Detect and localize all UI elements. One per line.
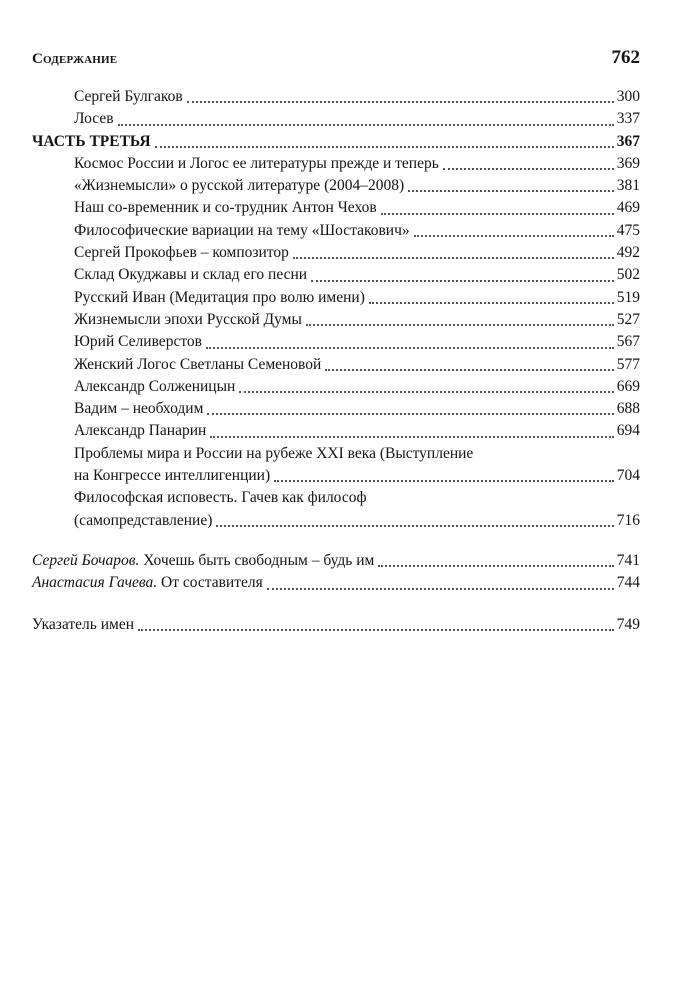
dot-leader	[293, 257, 614, 259]
dot-leader	[187, 101, 614, 103]
dot-leader	[239, 391, 613, 393]
toc-entry-okudzhava[interactable]	[32, 264, 640, 286]
toc-entry-title-line-1: Философская исповесть. Гачев как философ	[74, 489, 367, 507]
toc-entry-page: 744	[616, 574, 640, 592]
toc-entry-title: Наш со-временник и со-трудник Антон Чехов	[74, 199, 377, 217]
toc-entry-title: Сергей Прокофьев – композитор	[74, 244, 289, 262]
dot-leader	[306, 324, 614, 326]
toc-entry-page: 567	[616, 333, 640, 351]
toc-part-page: 367	[616, 132, 640, 150]
spacer	[32, 595, 640, 614]
toc-entry-russkiy-ivan[interactable]	[32, 287, 640, 309]
toc-entry-author: Анастасия Гачева.	[32, 574, 158, 592]
dot-leader	[210, 436, 613, 438]
toc-entry-page: 741	[616, 551, 640, 569]
dot-leader	[216, 525, 613, 527]
toc-entry-page: 749	[616, 615, 640, 633]
toc-entry-page: 502	[616, 266, 640, 284]
dot-leader	[378, 565, 613, 567]
toc-entry-seliverstov[interactable]	[32, 331, 640, 353]
toc-entry-title: Вадим – необходим	[74, 400, 204, 418]
toc-entry-index[interactable]	[32, 614, 640, 636]
toc-entry-title: Склад Окуджавы и склад его песни	[74, 266, 308, 284]
toc-entry-shostakovich[interactable]	[32, 220, 640, 242]
dot-leader	[267, 588, 614, 590]
dot-leader	[381, 213, 614, 215]
toc-entry-page: 519	[616, 288, 640, 306]
toc-entry-losev[interactable]	[32, 108, 640, 130]
dot-leader	[311, 280, 614, 282]
toc-entry-page: 669	[616, 377, 640, 395]
toc-entry-page: 716	[616, 511, 640, 529]
dot-leader	[206, 347, 614, 349]
toc-entry-ispovest[interactable]	[32, 487, 640, 532]
dot-leader	[408, 190, 614, 192]
toc-entry-page: 469	[616, 199, 640, 217]
toc-entry-semenova[interactable]	[32, 354, 640, 376]
toc-entry-chekhov[interactable]	[32, 197, 640, 219]
toc-entry-page: 688	[616, 400, 640, 418]
toc-entry-prokofiev[interactable]	[32, 242, 640, 264]
dot-leader	[207, 413, 613, 415]
toc-part-title: ЧАСТЬ ТРЕТЬЯ	[32, 132, 151, 150]
dot-leader	[138, 629, 614, 631]
dot-leader	[369, 302, 614, 304]
page-number: 762	[611, 47, 640, 68]
dot-leader	[118, 124, 614, 126]
toc-entry-kosmos[interactable]	[32, 153, 640, 175]
toc-entry-title-line-2: на Конгрессе интеллигенции)	[74, 467, 271, 485]
toc-entry-page: 492	[616, 244, 640, 262]
toc-entry-zhiznemysli-literature[interactable]	[32, 175, 640, 197]
spacer	[32, 532, 640, 550]
toc-entry-page: 300	[616, 88, 640, 105]
toc-entry-title: Космос России и Логос ее литературы прежде и теперь	[74, 154, 439, 172]
toc-entry-solzhenitsyn[interactable]	[32, 376, 640, 398]
running-title: Содержание	[32, 51, 118, 67]
toc-entry-page: 475	[616, 221, 640, 239]
toc-entry-author: Сергей Бочаров.	[32, 551, 140, 569]
toc-part-three[interactable]	[32, 131, 640, 153]
toc-entry-title-line-1: Проблемы мира и России на рубеже XXI века (Выступление	[74, 444, 474, 462]
toc-entry-title: Хочешь быть свободным – будь им	[139, 551, 375, 569]
toc-entry-title: Александр Солженицын	[74, 377, 236, 395]
toc-entry-panarin[interactable]	[32, 420, 640, 442]
dot-leader	[274, 480, 614, 482]
toc-entry-bocharov[interactable]	[32, 550, 640, 572]
toc-entry-title: Указатель имен	[32, 615, 134, 633]
toc-entry-page: 337	[616, 110, 640, 128]
toc-entry-russkaya-duma[interactable]	[32, 309, 640, 331]
toc-entry-title: Юрий Селиверстов	[74, 333, 202, 351]
toc-entry-problemy-mira[interactable]	[32, 443, 640, 488]
toc-entry-title: Жизнемысли эпохи Русской Думы	[74, 310, 302, 328]
table-of-contents	[32, 86, 640, 636]
toc-entry-bulgakov[interactable]	[32, 86, 640, 108]
toc-entry-page: 527	[616, 310, 640, 328]
toc-entry-title: Александр Панарин	[74, 422, 207, 440]
toc-entry-page: 704	[616, 467, 640, 485]
toc-entry-title: От составителя	[157, 574, 263, 592]
toc-entry-title: Лосев	[74, 110, 114, 128]
toc-entry-title: Сергей Булгаков	[74, 88, 183, 105]
page-header	[32, 47, 640, 73]
dot-leader	[443, 168, 614, 170]
toc-entry-title-line-2: (самопредставление)	[74, 511, 213, 529]
toc-entry-page: 369	[616, 154, 640, 172]
dot-leader	[414, 235, 614, 237]
toc-entry-title: Русский Иван (Медитация про волю имени)	[74, 288, 365, 306]
toc-entry-page: 694	[616, 422, 640, 440]
toc-entry-page: 577	[616, 355, 640, 373]
dot-leader	[325, 369, 613, 371]
toc-entry-title: Философические вариации на тему «Шостакович»	[74, 221, 410, 239]
toc-entry-gacheva[interactable]	[32, 572, 640, 594]
toc-entry-title: «Жизнемысли» о русской литературе (2004–2008)	[74, 177, 405, 195]
toc-entry-title: Женский Логос Светланы Семеновой	[74, 355, 322, 373]
dot-leader	[155, 146, 614, 148]
toc-entry-page: 381	[616, 177, 640, 195]
toc-entry-vadim[interactable]	[32, 398, 640, 420]
